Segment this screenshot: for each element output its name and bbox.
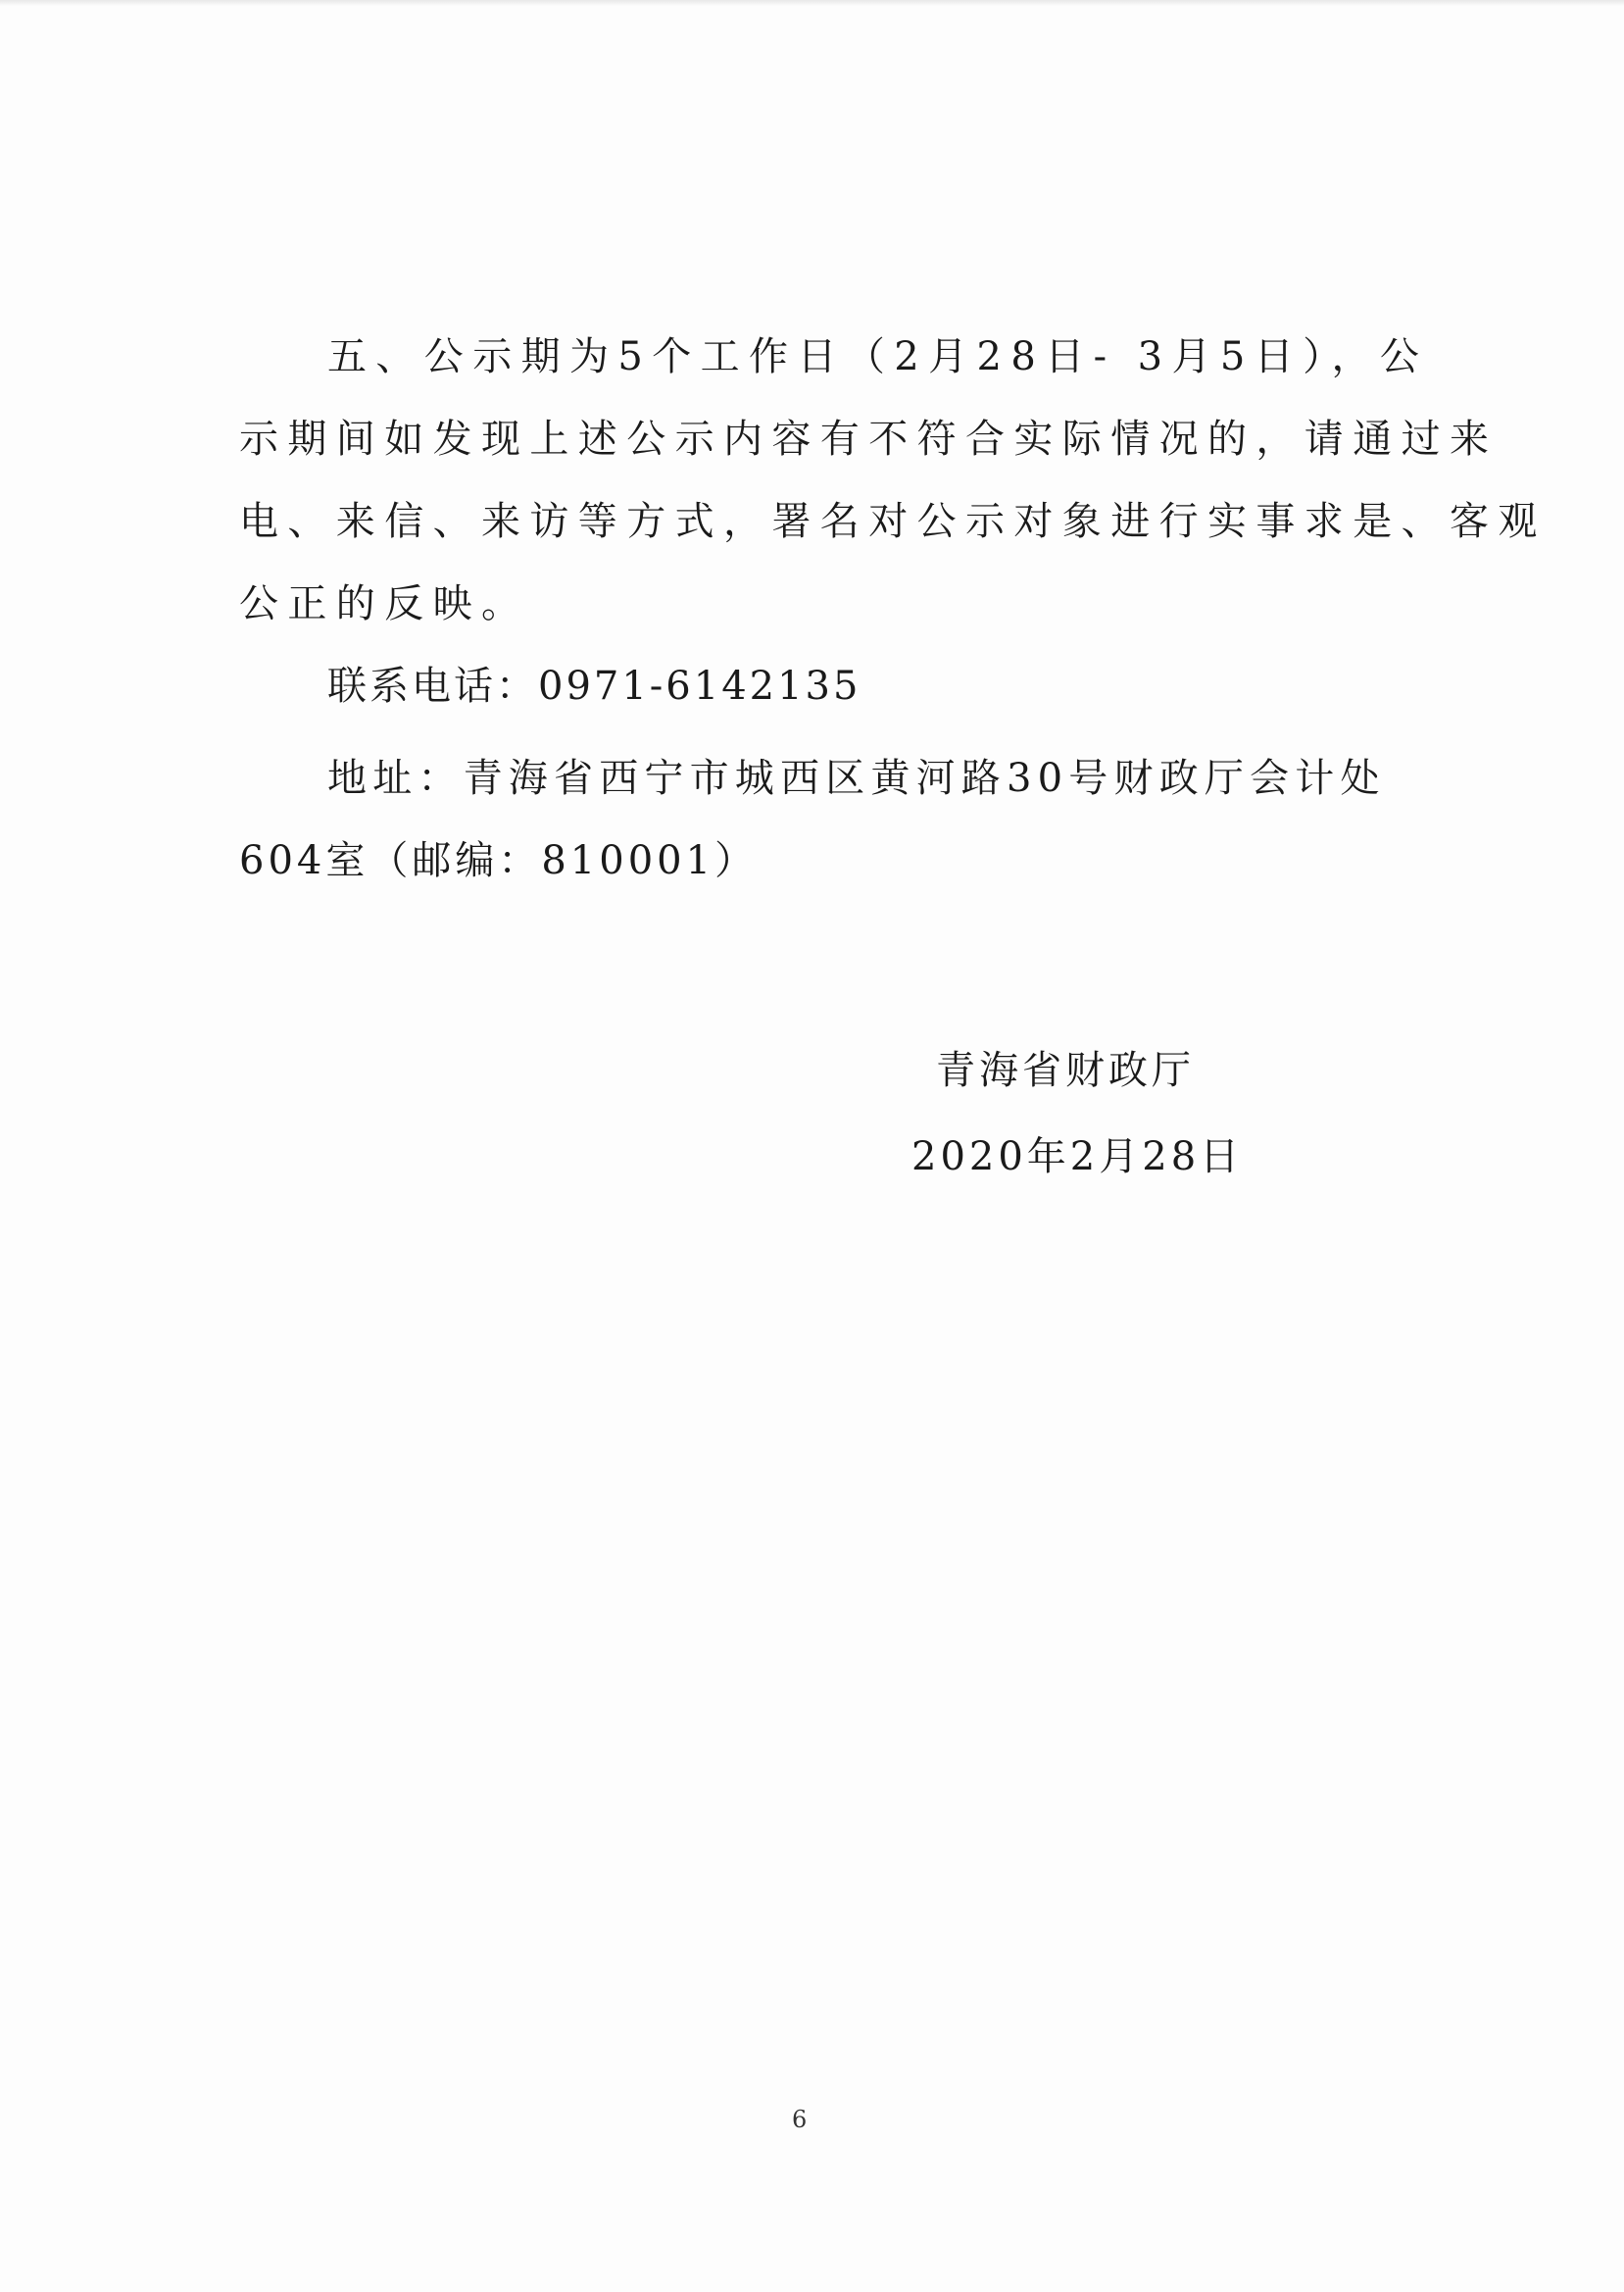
- signature-date: 2020年2月28日: [911, 1134, 1244, 1179]
- address-line-1: 地址：青海省西宁市城西区黄河路30号财政厅会计处: [327, 756, 1386, 801]
- address-line-2: 604室（邮编：810001）: [239, 838, 759, 883]
- para5-line-2: 示期间如发现上述公示内容有不符合实际情况的，请通过来: [239, 417, 1499, 462]
- para5-line-4: 公正的反映。: [239, 581, 530, 626]
- para5-line-1: 五、公示期为5个工作日（2月28日- 3月5日），公: [327, 334, 1429, 379]
- page-number: 6: [792, 2106, 808, 2133]
- scan-edge: [0, 0, 1624, 6]
- notice-body: [239, 316, 1547, 902]
- para5-line-3: 电、来信、来访等方式，署名对公示对象进行实事求是、客观: [239, 499, 1547, 544]
- signature-organization: 青海省财政厅: [936, 1048, 1195, 1093]
- phone-line: 联系电话：0971-6142135: [327, 664, 861, 709]
